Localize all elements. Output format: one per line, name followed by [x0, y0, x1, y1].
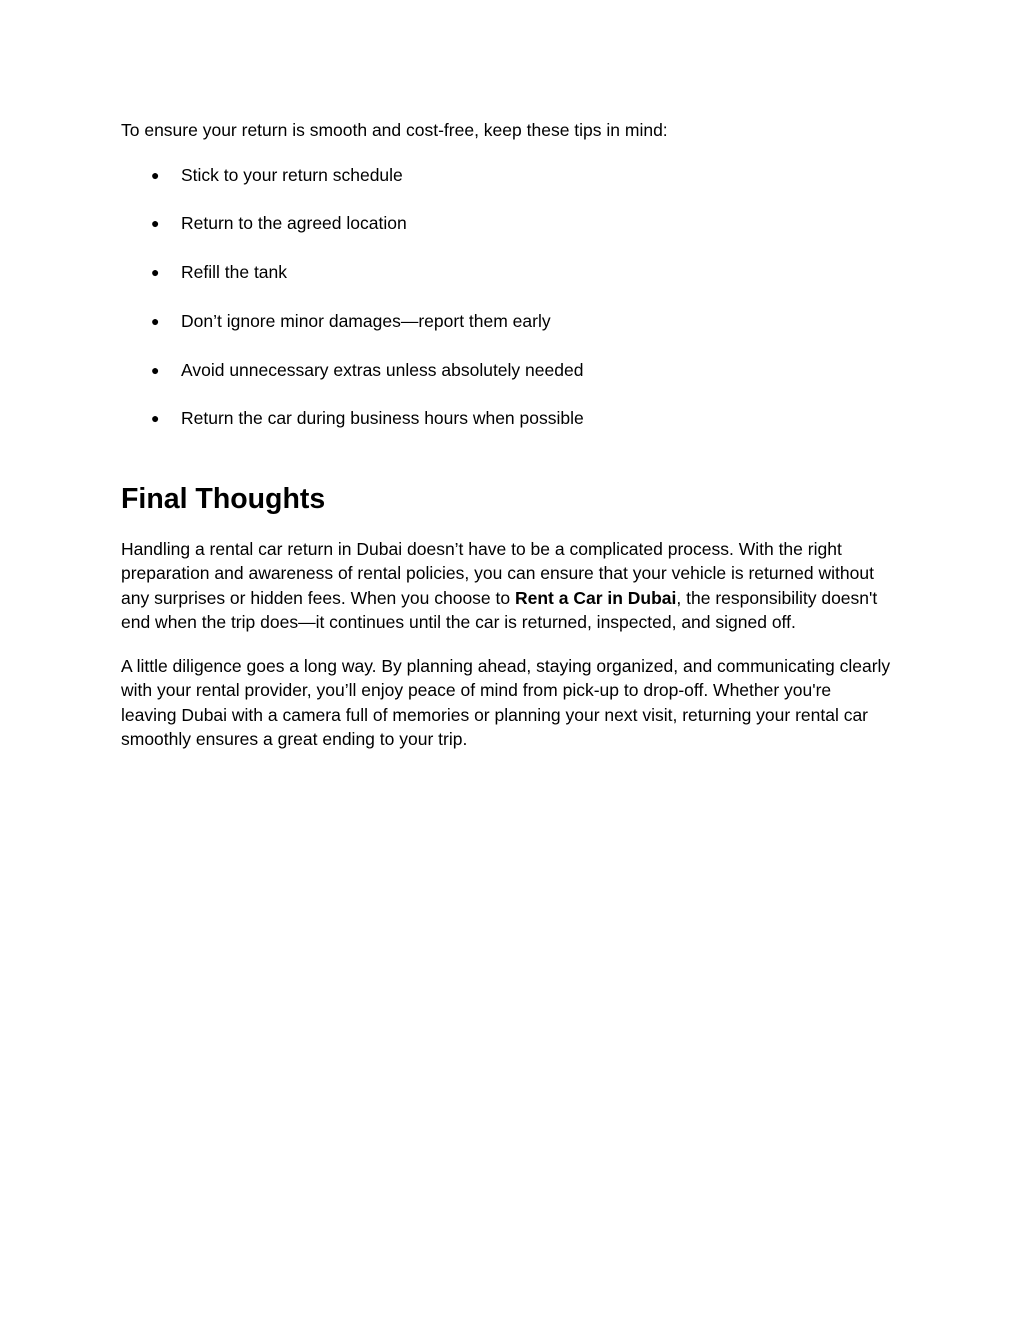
list-item: [121, 211, 891, 236]
bullet-icon: ●: [151, 410, 160, 427]
tip-text: Stick to your return schedule: [181, 164, 403, 185]
tip-text: Don’t ignore minor damages—report them early: [181, 310, 551, 331]
paragraph-1-start: Handling a rental car return in Dubai doesn’t have to be a complicated process. With the right preparation and awareness of rental policies, you can ensure that your vehicle is returned without any surprises or hidden fees. When you choose to: [121, 538, 874, 608]
intro-text: To ensure your return is smooth and cost-free, keep these tips in mind:: [121, 120, 668, 140]
section-heading: Final Thoughts: [121, 482, 326, 515]
bullet-icon: ●: [151, 215, 160, 232]
tip-text: Avoid unnecessary extras unless absolutely needed: [181, 359, 584, 380]
tip-text: Return the car during business hours when possible: [181, 408, 584, 429]
tip-text: Return to the agreed location: [181, 213, 407, 234]
tip-text: Refill the tank: [181, 262, 288, 283]
paragraph-2: A little diligence goes a long way. By planning ahead, staying organized, and communicating clearly with your rental provider, you’ll enjoy peace of mind from pick-up to drop-off. Whether you're leaving Dubai with a camera full of memories or planning your next visit, returning your rental car smoothly ensures a great ending to your trip.: [121, 655, 891, 750]
list-item: [121, 163, 891, 188]
bullet-icon: ●: [151, 166, 160, 183]
paragraph-1-end: , the responsibility doesn't end when the trip does—it continues until the car is returned, inspected, and signed off.: [121, 587, 878, 633]
list-item: [121, 309, 891, 334]
bold-phrase: Rent a Car in Dubai: [514, 587, 677, 608]
list-item: [121, 358, 891, 383]
document-page: [121, 118, 891, 752]
bullet-icon: ●: [151, 361, 160, 378]
tips-list: [121, 163, 891, 431]
bullet-icon: ●: [151, 312, 160, 329]
list-item: [121, 406, 891, 431]
paragraph-1: [121, 537, 891, 635]
bullet-icon: ●: [151, 264, 160, 281]
list-item: [121, 260, 891, 285]
